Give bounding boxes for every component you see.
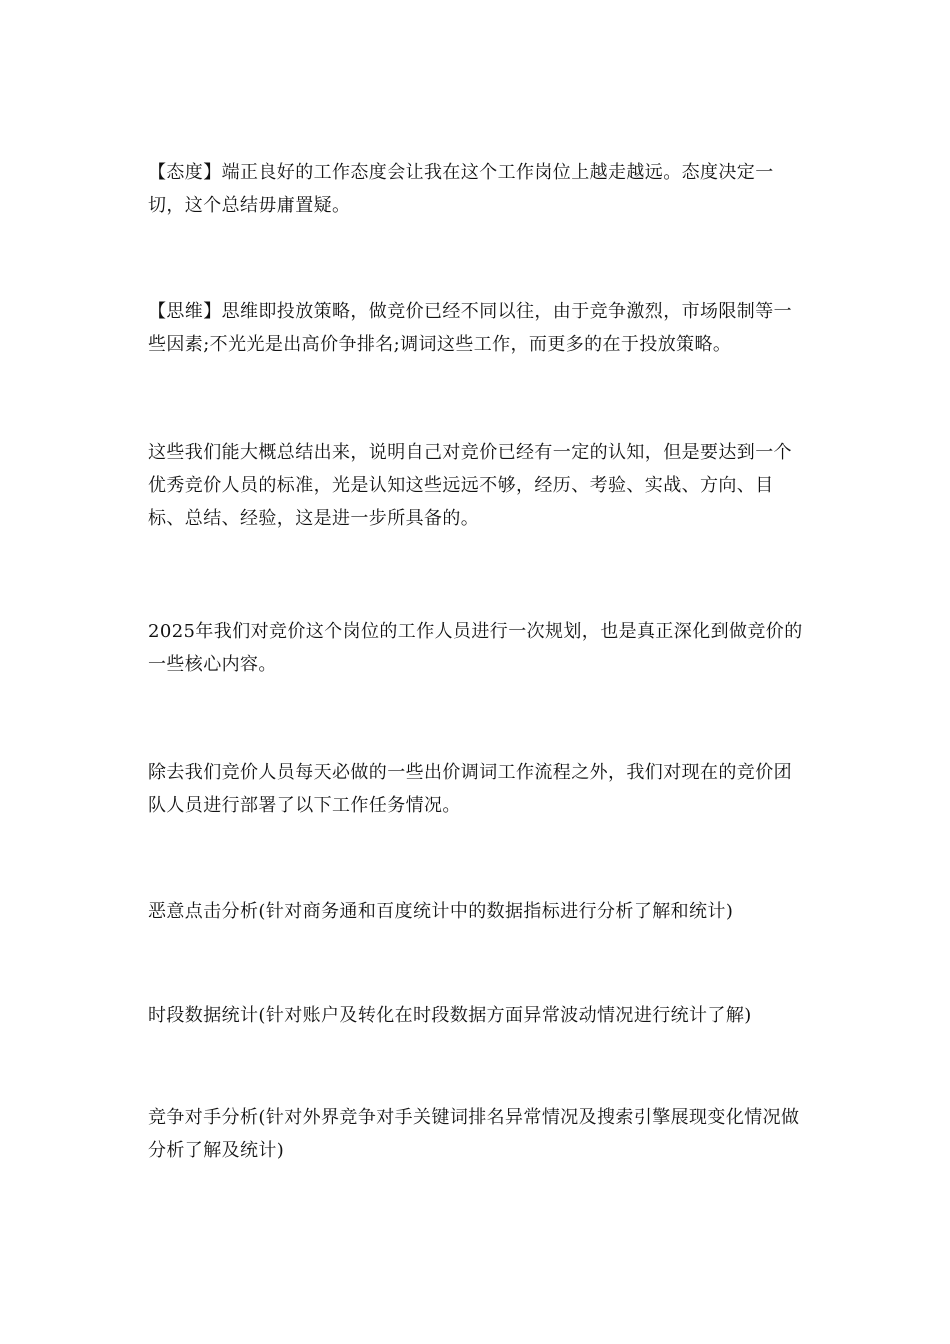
paragraph-team-tasks: 除去我们竞价人员每天必做的一些出价调词工作流程之外，我们对现在的竞价团队人员进行部署了以下工作任务情况。 [148, 762, 792, 816]
paragraph-competitor-analysis: 竞争对手分析(针对外界竞争对手关键词排名异常情况及搜索引擎展现变化情况做分析了解及统计) [148, 1107, 800, 1161]
paragraph-summary: 这些我们能大概总结出来，说明自己对竞价已经有一定的认知，但是要达到一个优秀竞价人员的标准，光是认知这些远远不够，经历、考验、实战、方向、目标、总结、经验，这是进一步所具备的。 [148, 442, 792, 529]
paragraph-click-fraud-analysis: 恶意点击分析(针对商务通和百度统计中的数据指标进行分析了解和统计) [148, 901, 734, 922]
paragraph-plan-2025: 2025年我们对竞价这个岗位的工作人员进行一次规划，也是真正深化到做竞价的一些核心内容。 [148, 621, 803, 675]
paragraph-time-period-stats: 时段数据统计(针对账户及转化在时段数据方面异常波动情况进行统计了解) [148, 1005, 752, 1026]
paragraph-thinking: 【思维】思维即投放策略，做竞价已经不同以往，由于竞争激烈，市场限制等一些因素;不光光是出高价争排名;调词这些工作，而更多的在于投放策略。 [148, 301, 792, 355]
paragraph-attitude: 【态度】端正良好的工作态度会让我在这个工作岗位上越走越远。态度决定一切，这个总结毋庸置疑。 [148, 162, 774, 216]
